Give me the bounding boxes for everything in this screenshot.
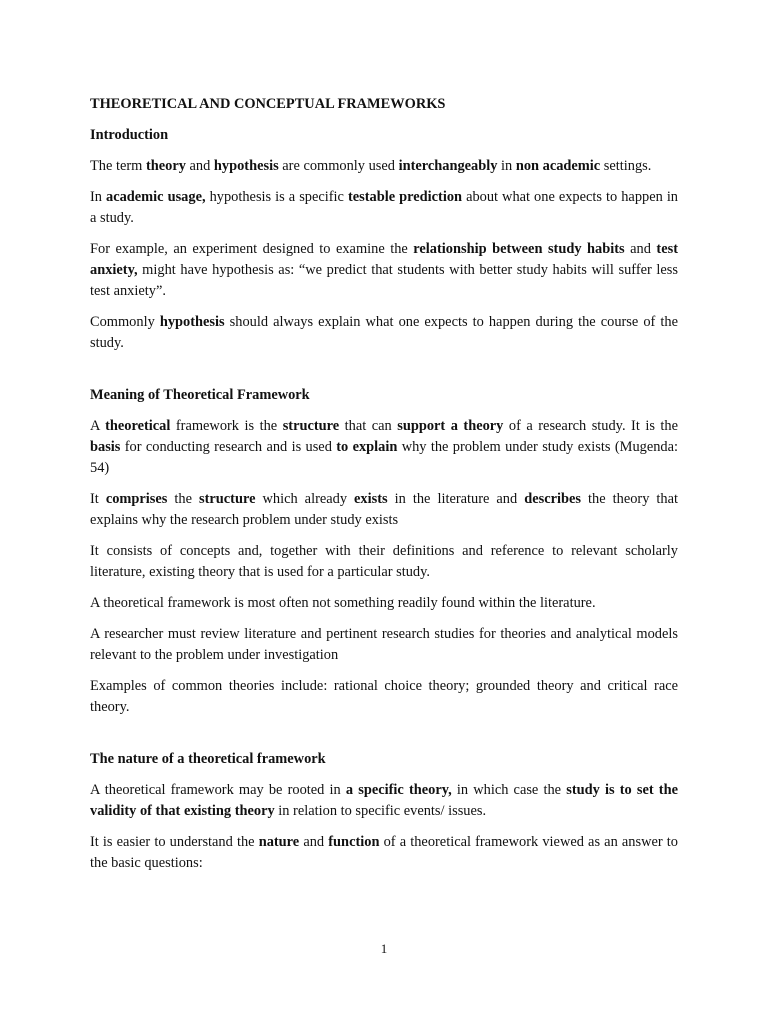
bold-text: structure xyxy=(282,418,340,434)
section-heading: Meaning of Theoretical Framework xyxy=(90,387,310,403)
bold-text: hypothesis xyxy=(213,158,279,174)
bold-text: describes xyxy=(524,491,581,507)
bold-text: nature xyxy=(258,834,300,850)
paragraph xyxy=(90,832,678,874)
text-run: and xyxy=(185,158,214,174)
text-run: for conducting research and is used xyxy=(120,439,337,455)
text-run: that can xyxy=(339,418,398,434)
paragraph xyxy=(90,239,678,302)
paragraph xyxy=(90,489,678,531)
bold-text: hypothesis xyxy=(159,314,225,330)
text-run: For example, an experiment designed to examine the xyxy=(90,241,414,257)
bold-text: testable prediction xyxy=(347,189,463,205)
bold-text: non academic xyxy=(515,158,601,174)
bold-text: test anxiety, xyxy=(90,241,678,278)
paragraph xyxy=(90,312,678,354)
bold-text: exists xyxy=(354,491,388,507)
text-run: about what one expects to happen in a study. xyxy=(90,189,679,226)
section-introduction xyxy=(90,125,678,354)
paragraph xyxy=(90,593,678,614)
paragraph xyxy=(90,780,678,822)
section-gap xyxy=(90,364,678,385)
text-run: which already xyxy=(255,491,355,507)
text-run: Commonly xyxy=(90,314,160,330)
bold-text: basis xyxy=(90,439,121,455)
text-run: and xyxy=(624,241,657,257)
text-run: are commonly used xyxy=(278,158,399,174)
text-run: in xyxy=(497,158,516,174)
text-run: should always explain what one expects to happen during the course of the study. xyxy=(90,314,678,351)
paragraph xyxy=(90,624,678,666)
text-run: and xyxy=(299,834,329,850)
text-run: It is easier to understand the xyxy=(90,834,259,850)
text-run: A theoretical framework is most often not something readily found within the literature. xyxy=(90,595,596,611)
section-heading: Introduction xyxy=(90,127,169,143)
bold-text: study is to set the validity of that existing theory xyxy=(90,782,678,819)
text-run: the xyxy=(167,491,199,507)
page-number: 1 xyxy=(380,941,388,956)
paragraph xyxy=(90,416,678,479)
text-run: in which case the xyxy=(451,782,567,798)
text-run: A xyxy=(90,418,106,434)
section-heading: The nature of a theoretical framework xyxy=(90,751,326,767)
bold-text: relationship between study habits xyxy=(413,241,625,257)
text-run: in the literature and xyxy=(387,491,525,507)
document-title: THEORETICAL AND CONCEPTUAL FRAMEWORKS xyxy=(90,96,446,112)
paragraph xyxy=(90,187,678,229)
bold-text: support a theory xyxy=(397,418,504,434)
section-nature xyxy=(90,749,678,874)
bold-text: function xyxy=(328,834,380,850)
paragraph xyxy=(90,676,678,718)
text-run: A theoretical framework may be rooted in xyxy=(90,782,346,798)
bold-text: academic usage, xyxy=(106,189,206,205)
text-run: hypothesis is a specific xyxy=(205,189,348,205)
text-run: In xyxy=(90,189,107,205)
bold-text: theory xyxy=(145,158,186,174)
text-run: the theory that explains why the research problem under study exists xyxy=(90,491,678,528)
text-run: might have hypothesis as: “we predict that students with better study habits will suffer less test anxiety”. xyxy=(90,262,678,299)
text-run: A researcher must review literature and pertinent research studies for theories and analytical models relevant to the problem under investigation xyxy=(90,626,678,663)
bold-text: structure xyxy=(198,491,256,507)
text-run: of a research study. It is the xyxy=(503,418,679,434)
section-gap xyxy=(90,728,678,749)
paragraph xyxy=(90,156,678,177)
document-body xyxy=(90,94,678,884)
text-run: The term xyxy=(90,158,146,174)
text-run: why the problem under study exists (Mugenda: 54) xyxy=(90,439,678,476)
paragraph xyxy=(90,541,678,583)
bold-text: theoretical xyxy=(105,418,171,434)
bold-text: comprises xyxy=(105,491,168,507)
text-run: framework is the xyxy=(170,418,283,434)
text-run: settings. xyxy=(600,158,652,174)
bold-text: to explain xyxy=(336,439,398,455)
text-run: It consists of concepts and, together with their definitions and reference to relevant scholarly literature, existing theory that is used for a particular study. xyxy=(90,543,678,580)
text-run: in relation to specific events/ issues. xyxy=(274,803,487,819)
section-meaning xyxy=(90,385,678,718)
bold-text: interchangeably xyxy=(398,158,498,174)
text-run: Examples of common theories include: rational choice theory; grounded theory and critical race theory. xyxy=(90,678,678,715)
text-run: of a theoretical framework viewed as an answer to the basic questions: xyxy=(90,834,678,871)
bold-text: a specific theory, xyxy=(345,782,452,798)
text-run: It xyxy=(90,491,106,507)
